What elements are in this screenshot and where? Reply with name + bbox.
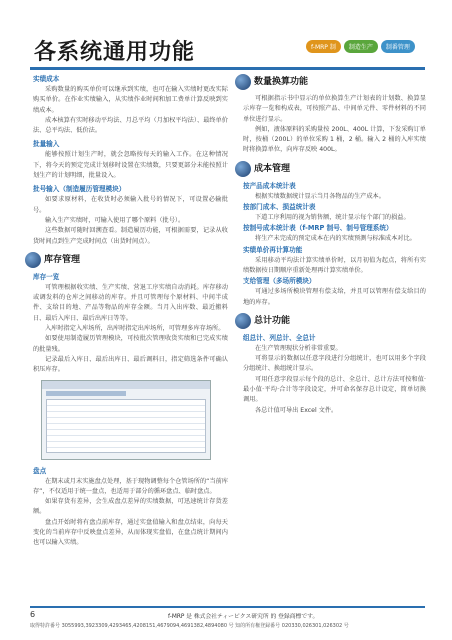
trademark-notice: f-MRP 是 株式会社ティーピクス研究所 的 登録商標です。: [168, 614, 319, 620]
paragraph: 记录最后入库日、最后出库日、最后调料日，指定筛选条件可确认积压库存。: [33, 355, 228, 374]
right-column: [243, 74, 426, 416]
paragraph: 可用任意字段显示每个段的总计、全总计、总计方法可按和值·最小值·平均·合计等字段设定，并可命名保存总计设定，简单切换调用。: [243, 375, 426, 404]
section-aggregation: [235, 313, 426, 329]
paragraph: 将生产未完成的预定成本在内的实绩预测与标准成本对比。: [255, 235, 416, 243]
section-quantity-conversion: [235, 74, 426, 90]
badge-fmrp: f-MRP 制: [306, 40, 341, 53]
paragraph: 这些数据可随时回溯查看。制造履历功能，可根据需要，记录从收货时间点到生产完成时间点（出货时间点）。: [33, 227, 228, 245]
subheading-dept-cost: 按部门成本、损益统计表: [243, 203, 316, 212]
inventory-screenshot-image: [41, 380, 211, 460]
section-bullet-icon: [235, 313, 251, 329]
subheading-supply-mgmt: 支给管理（多场所模块）: [243, 277, 316, 286]
paragraph: 如果存货有差异，会生成盘点差异的实绩数据，可迅速统计存货差额。: [33, 498, 228, 516]
paragraph: 输入生产实绩时，可输入使用了哪个原料（批号）。: [45, 216, 185, 224]
subheading-batch-input: 批号输入（制造履历管理模块）: [33, 185, 126, 194]
title-rule: [30, 67, 425, 70]
subheading-inventory-list: 库存一览: [33, 272, 60, 281]
paragraph: 如要使用制造履历管理模块，可按批次管理收货实绩和已完成实绩的批量残。: [33, 335, 228, 353]
section-bullet-icon: [235, 161, 251, 177]
section-bullet-icon: [25, 252, 41, 268]
section-title: 数量换算功能: [254, 77, 309, 87]
section-cost-management: [235, 161, 426, 177]
page-number: 6: [30, 610, 36, 619]
footer-rule: [30, 606, 425, 608]
paragraph: 成本核算有实时移动平均法、月总平均（月加权平均法）、最终单价法、总平均法、低价法。: [33, 116, 228, 135]
subheading-actual-cost: 实绩成本: [33, 75, 60, 83]
patent-notice: 取得特許番号 3055993,3923309,4293465,4208151,4679094,4691382,4894080 号 知的所有権登録番号 020330,026301,026302 号: [30, 623, 349, 629]
paragraph: 入库时指定入库场所，出库时指定出库场所，可管理多库存场所。: [45, 325, 225, 333]
section-bullet-icon: [235, 74, 251, 90]
paragraph: 可根据指示书中显示的单位换算生产计划表的计划数、换算显示库存一览和构成表，可按照产品、中间单元件、零件材料的不同单位进行显示。: [243, 95, 426, 123]
system-badges: [306, 40, 415, 53]
paragraph: 例如，液体原料的采购量按 200L、400L 计算，下发采购订单时，按桶（200L）的单位采购 1 桶，2 桶。输入 2 桶的入库实绩时将换算单位，向库存反映 400L。: [243, 125, 426, 154]
page-title: 各系统通用功能: [34, 40, 196, 65]
subheading-order-cost: 按制号成本统计表（f-MRP 制号、制号管理系统）: [243, 224, 393, 233]
paragraph: 能够按照计划生产时，就会忽略按每天的输入工作。在这种情况下，将今天的预定完成计划移时设置在实绩数，只要更部分未能按照计划生产的计划明细，批量设入。: [33, 151, 228, 180]
paragraph: 在期末或月末实施盘点处理，基于现物调整每个仓管场所的“当前库存”，不仅适用于统一盘点，也适用于部分的循环盘点、临时盘点。: [33, 477, 228, 495]
subheading-group-total: 组总计、列总计、全总计: [243, 333, 316, 342]
paragraph: 采用移动平均法计算实绩单价时，以月初值为起点，将所有实绩数据按日期顺序重新处理再计算实绩单价。: [243, 256, 426, 274]
paragraph: 如要求原材料，在收货时必须输入批号的情况下，可设置必输批号。: [33, 196, 228, 214]
paragraph: 盘点开始时将有盘点前库存，通过实盘值输入和盘点结束，向每天变化的当前库存中反映盘点差异，从而体现实盘值，在盘点统计期间内也可以输入实绩。: [33, 518, 228, 547]
paragraph: 可管理根据收实绩、生产实绩、营退工序实绩自动消耗。库存移动或调发料的仓库之间移动的库存。并且可管理每个原材料、中间半成件、支给目的地、产品等物品的库存金额。当月入出库数、最近搬料日、最后入库日、最后出库日等等。: [33, 283, 228, 322]
section-title: 总计功能: [254, 315, 291, 326]
paragraph: 采购数量的购买单价可以继承到实绩，也可在输入实绩时更改实际购买单价。在作业实绩输入，从实绩作业时间和加工费单计算反映到实绩成本。: [33, 86, 228, 114]
paragraph: 各总计值可导出 Excel 文件。: [255, 406, 338, 414]
left-column: [33, 74, 228, 549]
subheading-recalc: 实绩单价再计算功能: [243, 245, 303, 254]
badge-production: 制造生产: [344, 40, 378, 53]
paragraph: 可通过多场所模块管理有偿支给，并且可以管理有偿支给目的地的库存。: [243, 288, 426, 306]
subheading-stocktake: 盘点: [33, 466, 47, 475]
subheading-lot-input: 批量输入: [33, 140, 60, 149]
paragraph: 根据实绩数据统计显示当月各物品的生产成本。: [255, 192, 385, 200]
badge-order-mgmt: 制番管理: [381, 40, 415, 53]
section-title: 成本管理: [254, 163, 291, 174]
section-inventory: [25, 252, 228, 268]
section-title: 库存管理: [44, 254, 81, 265]
paragraph: 在生产管理现状分析非常重要。: [255, 344, 342, 352]
paragraph: 可将显示的数据以任意字段进行分组统计，也可以用多个字段分组统计、换组统计显示。: [243, 355, 426, 373]
subheading-product-cost: 按产品成本统计表: [243, 181, 296, 190]
paragraph: 下道工序利用的视为销售额，统计显示每个部门的损益。: [255, 214, 410, 222]
